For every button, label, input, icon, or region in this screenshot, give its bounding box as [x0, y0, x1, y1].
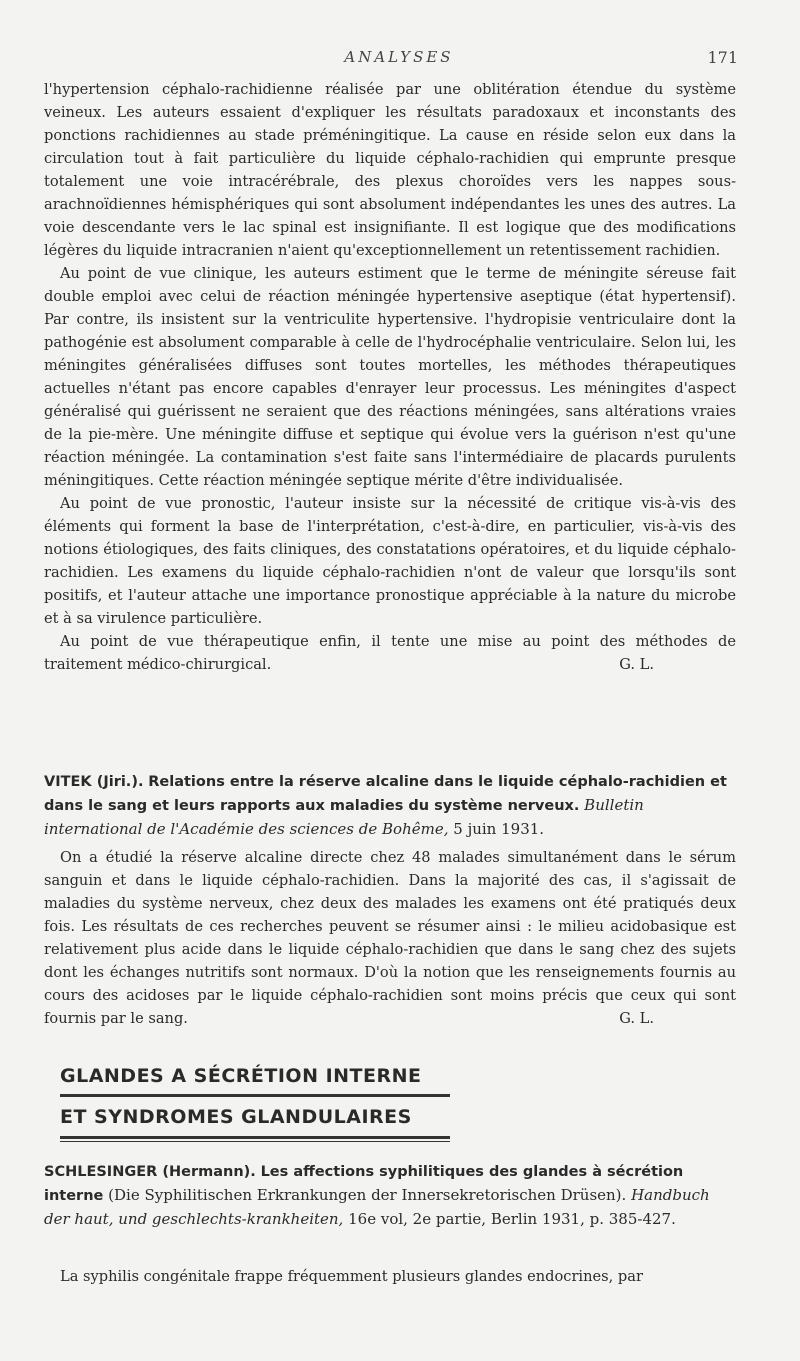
entry-2-signature: G. L. [619, 1010, 654, 1027]
paragraph-4-text: Au point de vue thérapeutique enfin, il tente une mise au point des méthodes de traitement médico-chirurgical. [44, 633, 736, 673]
entry-2-author: VITEK (Jiri.). [44, 774, 144, 790]
entry-2-date: 5 juin 1931. [453, 820, 545, 838]
running-title: ANALYSES [344, 48, 454, 66]
section-rule-3 [60, 1141, 450, 1142]
entry-2-title: Relations entre la réserve alcaline dans le liquide céphalo-rachidien et dans le sang et leurs rapports aux maladies du système nerveux. [44, 774, 727, 814]
entry-3-title: Les affections syphilitiques des glandes à sécrétion interne [44, 1164, 684, 1204]
entry-3-author: SCHLESINGER (Hermann). [44, 1164, 256, 1180]
section-title-line-2: ET SYNDROMES GLANDULAIRES [60, 1106, 412, 1128]
entry-2-journal: Bulletin international de l'Académie des sciences de Bohême, [44, 796, 644, 838]
paragraph-4 [44, 630, 736, 676]
entry-3-body: La syphilis congénitale frappe fréquemment plusieurs glandes endocrines, par [60, 1268, 643, 1285]
entry-2-heading [44, 770, 736, 841]
section-title-line-1: GLANDES A SÉCRÉTION INTERNE [60, 1065, 422, 1087]
section-rule-1 [60, 1094, 450, 1097]
page-header [60, 48, 738, 72]
paragraph-2: Au point de vue clinique, les auteurs estiment que le terme de méningite séreuse fait double emploi avec celui de réaction méningée hypertensive aseptique (état hypertensif). Par contre, ils insistent sur la ventriculite hypertensive. l'hydropisie ventriculaire dont la pathogénie est absolument comparable à celle de l'hydrocéphalie ventriculaire. Selon lui, les méningites généralisées diffuses sont toutes mortelles, les méthodes thérapeutiques actuelles n'étant pas encore capables d'enrayer leur processus. Les méningites d'aspect généralisé qui guérissent ne seraient que des réactions méningées, sans altérations vraies de la pie-mère. Une méningite diffuse et septique qui évolue vers la guérison n'est qu'une réaction méningée. La contamination s'est faite sans l'intermédiaire de placards purulents méningitiques. Cette réaction méningée septique mérite d'être individualisée. [44, 265, 736, 489]
entry-3-heading [44, 1160, 736, 1231]
entry-3-details: 16e vol, 2e partie, Berlin 1931, p. 385-427. [348, 1210, 676, 1228]
entry-2-body-text: On a étudié la réserve alcaline directe chez 48 malades simultanément dans le sérum sanguin et dans le liquide céphalo-rachidien. Dans la majorité des cas, il s'agissait de maladies du système nerveux, chez deux des malades les examens ont été pratiqués deux fois. Les résultats de ces recherches peuvent se résumer ainsi : le milieu acidobasique est relativement plus acide dans le liquide céphalo-rachidien que dans le sang chez des sujets dont les échanges nutritifs sont normaux. D'où la notion que les renseignements fournis au cours des acidoses par le liquide céphalo-rachidien sont moins précis que ceux qui sont fournis par le sang. [44, 849, 736, 1027]
page-number: 171 [707, 48, 738, 67]
entry-3-subtitle: (Die Syphilitischen Erkrankungen der Innersekretorischen Drüsen). [108, 1186, 627, 1204]
section-rule-2 [60, 1136, 450, 1139]
paragraph-3: Au point de vue pronostic, l'auteur insiste sur la nécessité de critique vis-à-vis des éléments qui forment la base de l'interprétation, c'est-à-dire, en particulier, vis-à-vis des notions étiologiques, des faits cliniques, des constatations opératoires, et du liquide céphalo-rachidien. Les examens du liquide céphalo-rachidien n'ont de valeur que lorsqu'ils sont positifs, et l'auteur attache une importance pronostique appréciable à la nature du microbe et à sa virulence particulière. [44, 495, 736, 627]
entry-2-body-block [44, 846, 736, 1030]
entry-2-body [44, 846, 736, 1030]
article-block-1 [44, 78, 736, 676]
entry-3-body-block [44, 1265, 736, 1288]
entry-3-journal: Handbuch der haut, und geschlechts-krankheiten, [44, 1186, 710, 1228]
paragraph-1: l'hypertension céphalo-rachidienne réalisée par une oblitération étendue du système veineux. Les auteurs essaient d'expliquer les résultats paradoxaux et inconstants des ponctions rachidiennes au stade préméningitique. La cause en réside selon eux dans la circulation tout à fait particulière du liquide céphalo-rachidien qui emprunte presque totalement une voie intracérébrale, des plexus choroïdes vers les nappes sous-arachnoïdiennes hémisphériques qui sont absolument indépendantes les unes des autres. La voie descendante vers le lac spinal est insignifiante. Il est logique que des modifications légères du liquide intracranien n'aient qu'exceptionnellement un retentissement rachidien. [44, 81, 736, 259]
signature: G. L. [619, 656, 654, 673]
